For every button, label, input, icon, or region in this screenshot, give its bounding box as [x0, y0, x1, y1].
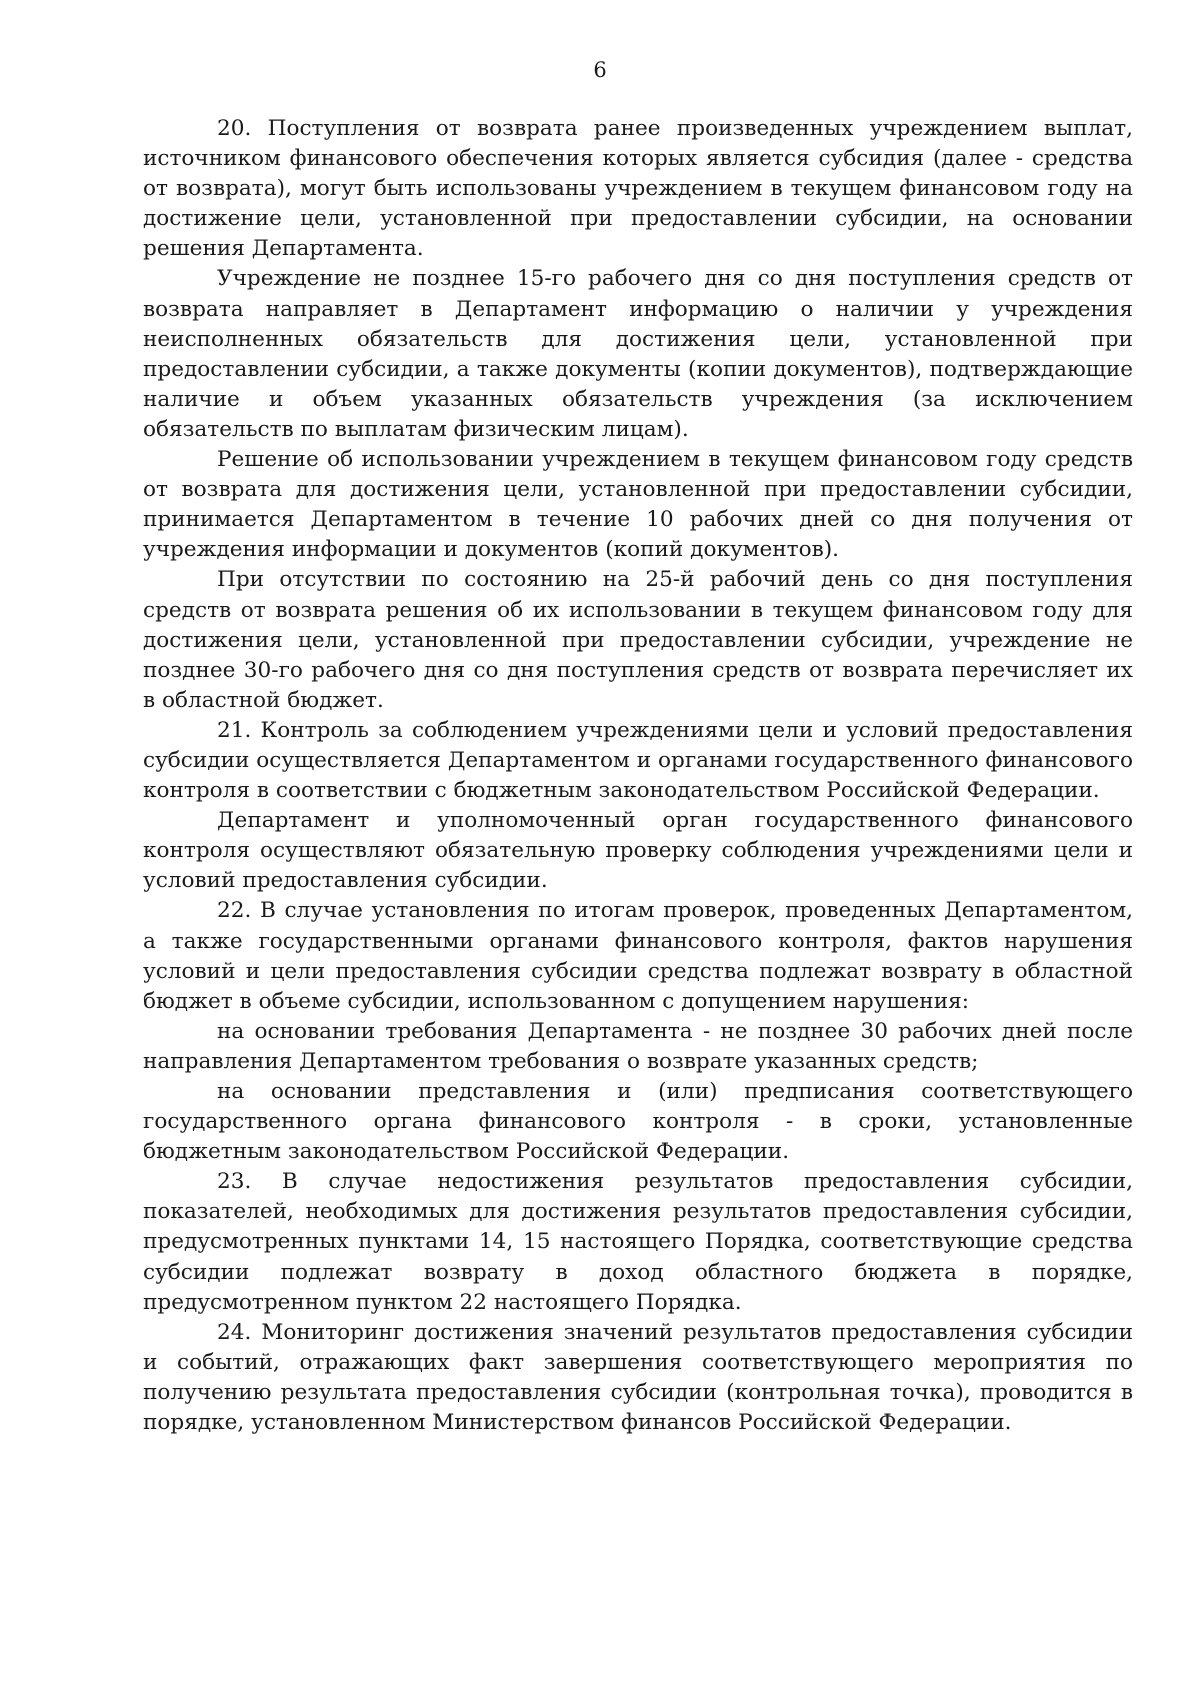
paragraph-21: 21. Контроль за соблюдением учреждениями цели и условий предоставления субсидии осуществляется Департаментом и органами государственного финансового контроля в соответствии с бюджетным законодательством Российской Федерации.	[143, 717, 1133, 804]
paragraph-20-decision: Решение об использовании учреждением в текущем финансовом году средств от возврата для достижения цели, установленной при предоставлении субсидии, принимается Департаментом в течение 10 рабочих дней со дня получения от учреждения информации и документов (копий документов).	[143, 447, 1133, 563]
page-number: 6	[593, 58, 607, 82]
paragraph-21-inspection: Департамент и уполномоченный орган государственного финансового контроля осуществляют обязательную проверку соблюдения учреждениями цели и условий предоставления субсидии.	[143, 808, 1133, 894]
paragraph-24: 24. Мониторинг достижения значений результатов предоставления субсидии и событий, отражающих факт завершения соответствующего мероприятия по получению результата предоставления субсидии (контрольная точка), проводится в порядке, установленном Министерством финансов Российской Федерации.	[143, 1319, 1133, 1436]
paragraph-23: 23. В случае недостижения результатов предоставления субсидии, показателей, необходимых для достижения результатов предоставления субсидии, предусмотренных пунктами 14, 15 настоящего Порядка, соответствующие средства субсидии подлежат возврату в доход областного бюджета в порядке, предусмотренном пунктом 22 настоящего Порядка.	[143, 1169, 1133, 1315]
paragraph-20: 20. Поступления от возврата ранее произведенных учреждением выплат, источником финансового обеспечения которых является субсидия (далее - средства от возврата), могут быть использованы учреждением в текущем финансовом году на достижение цели, установленной при предоставлении субсидии, на основании решения Департамента.	[143, 116, 1133, 262]
paragraph-22-requirement: на основании требования Департамента - не позднее 30 рабочих дней после направления Департаментом требования о возврате указанных средств;	[143, 1018, 1133, 1074]
paragraph-22-prescription: на основании представления и (или) предписания соответствующего государственного органа финансового контроля - в сроки, установленные бюджетным законодательством Российской Федерации.	[143, 1079, 1133, 1165]
document-body	[143, 114, 1133, 1438]
paragraph-22: 22. В случае установления по итогам проверок, проведенных Департаментом, а также государственными органами финансового контроля, фактов нарушения условий и цели предоставления субсидии средства подлежат возврату в областной бюджет в объеме субсидии, использованном с допущением нарушения:	[143, 898, 1133, 1014]
paragraph-20-transfer: При отсутствии по состоянию на 25-й рабочий день со дня поступления средств от возврата решения об их использовании в текущем финансовом году для достижения цели, установленной при предоставлении субсидии, учреждение не позднее 30-го рабочего дня со дня поступления средств от возврата перечисляет их в областной бюджет.	[143, 567, 1133, 713]
paragraph-20-notification: Учреждение не позднее 15-го рабочего дня со дня поступления средств от возврата направляет в Департамент информацию о наличии у учреждения неисполненных обязательств для достижения цели, установленной при предоставлении субсидии, а также документы (копии документов), подтверждающие наличие и объем указанных обязательств учреждения (за исключением обязательств по выплатам физическим лицам).	[143, 266, 1133, 442]
